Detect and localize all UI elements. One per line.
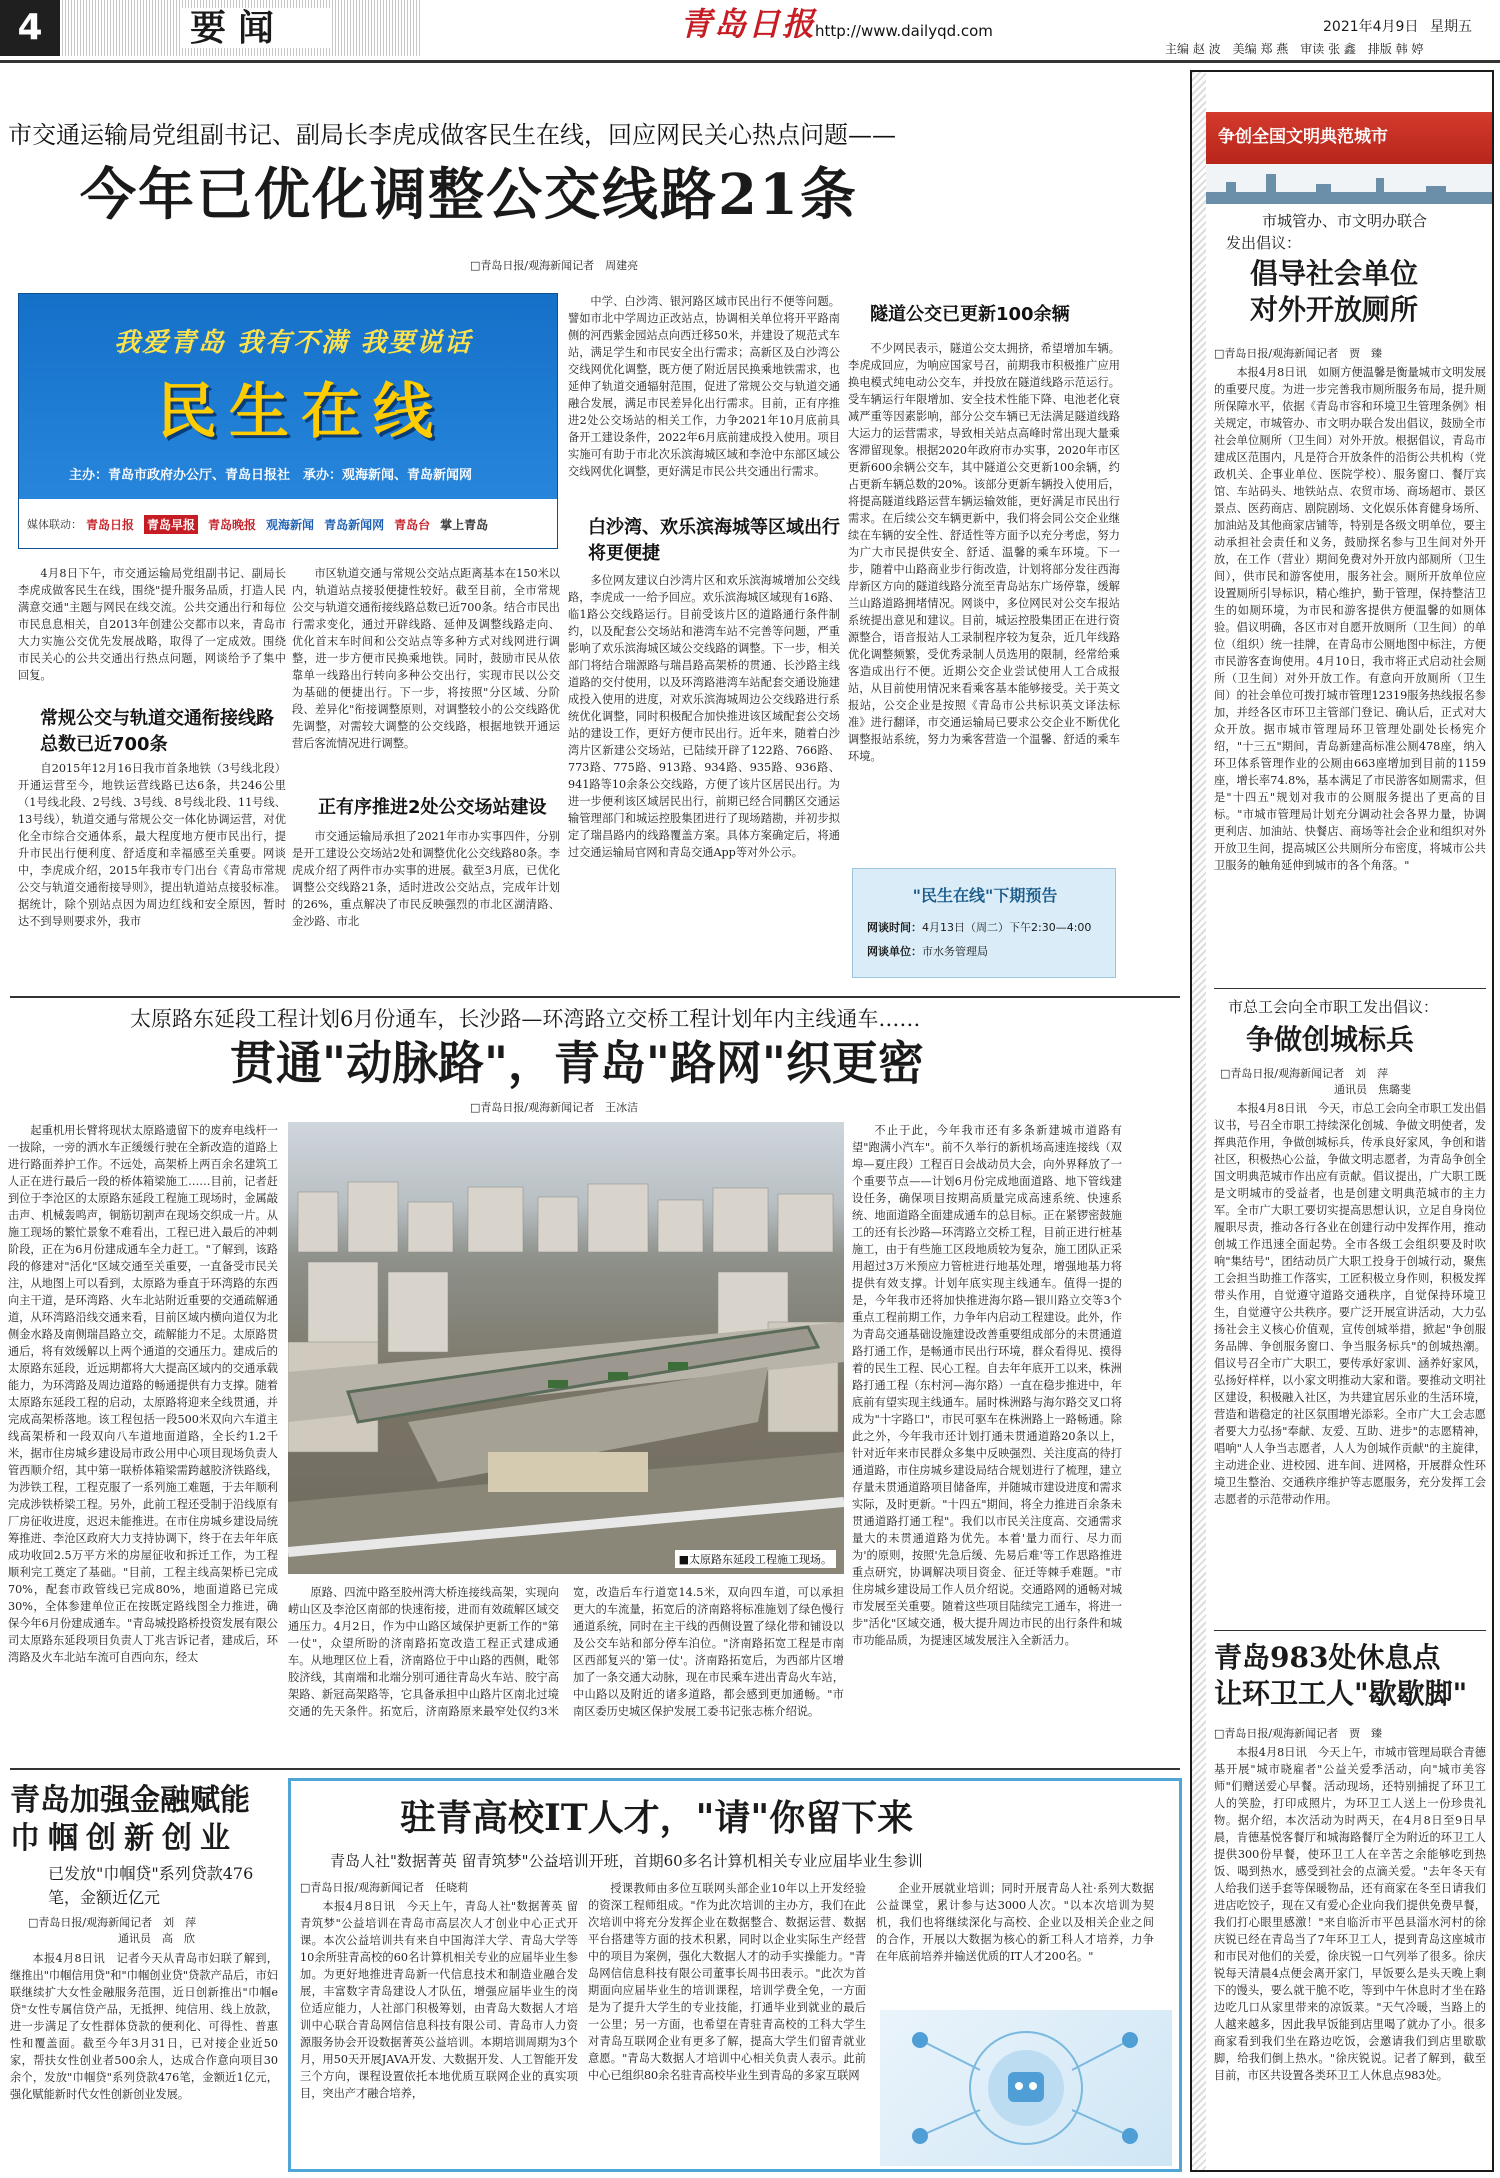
preview-time-value: 4月13日（周二）下午2:30—4:00	[922, 921, 1092, 934]
article1-col3: 中学、白沙湾、银河路区域市民出行不便等问题。譬如市北中学周边正改站点，协调相关单位将开平路南侧的河西紫金园站点向西迁移50米，并建设了规范式车站，满足学生和市民安全出行需求；高新区及白沙湾公交线网优化调整，既方便了附近居民换乘地铁需求，也延伸了轨道交通辐射范围，促进了常规公交与轨道交通融合发展，满足市民差异化出行需求。目前，正有序推进2处公交场站的相关工作，力争2021年10月底前具备开工建设条件，2022年6月底前建成投入使用。项目实施可有助于市北次乐滨海城区域和李沧中东部区域公交线网优化调整，更好满足市民公共交通出行需求。	[568, 295, 840, 478]
page-number: 4	[0, 0, 60, 56]
s2-byline2: 通讯员 焦璐斐	[1334, 1083, 1411, 1096]
article4-byline: □青岛日报/观海新闻记者 任晓莉	[300, 1881, 469, 1894]
s1-org-l1: 市城管办、市文明办联合	[1262, 212, 1428, 230]
article3-headline-l2: 巾帼创新创业	[10, 1821, 238, 1856]
s3-title-l2: 让环卫工人"歇歇脚"	[1214, 1677, 1468, 1710]
article1-sub3: 白沙湾、欢乐滨海城等区域出行将更便捷	[588, 517, 840, 564]
s1-byline: □青岛日报/观海新闻记者 贾 臻	[1214, 347, 1383, 360]
s2-title: 争做创城标兵	[1246, 1023, 1415, 1056]
article1-col2-a: 市区轨道交通与常规公交站点距离基本在150米以内，轨道站点接驳便捷性较好。截至目前，全市常规公交与轨道交通衔接线路总数已近700条。结合市民出行需求变化，通过开辟线路、延伸及调整线路走向、优化首末车时间和公交站点等多种方式对线网进行调整，进一步方便市民换乘地铁。同时，鼓励市民从依靠单一线路出行转向多种公交出行，实现市民以公交为基础的便捷出行。下一步，将按照"分区域、分阶段、差异化"衔接调整原则，对调整较小的公交线路优先调整，对需较大调整的公交线路，根据地铁开通运营后客流情况进行调整。	[292, 567, 560, 750]
preview-unit-value: 市水务管理局	[922, 945, 988, 958]
media-logo: 青岛晚报	[208, 517, 257, 532]
sidebar-divider	[1214, 1630, 1486, 1631]
s2-byline1: □青岛日报/观海新闻记者 刘 萍	[1220, 1067, 1389, 1080]
masthead-rule	[0, 60, 1500, 63]
sidebar-divider	[1214, 988, 1486, 989]
article2-col-right: 不止于此，今年我市还有多条新建城市道路有望"跑满小汽车"。前不久举行的新机场高速连接线（双埠—夏庄段）工程百日会战动员大会，向外界释放了一个重要节点——计划6月份完成地面道路、地下管线建设任务，确保项目按期高质量完成高速系统、快速系统、地面道路全面建成通车的总目标。正在紧锣密鼓施工的还有长沙路—环湾路立交桥工程，目前正进行桩基施工，由于有些施工区段地质较为复杂，施工团队正采用超过3万米预应力管桩进行地基处理，增强地基力将提供有效支撑。计划年底实现主线通车。值得一提的是，今年我市还将加快推进海尔路—银川路立交等3个重点工程前期工作，力争年内启动工程建设。此外，作为青岛交通基础设施建设改善重要组成部分的未贯通道路打通工作，是畅通市民出行环境，群众看得见、摸得着的民生工程、民心工程。自去年年底开工以来，株洲路打通工程（东村河—海尔路）一直在稳步推进中，年底前有望实现主线通车。届时株洲路与海尔路交叉口将成为"十字路口"，市民可驱车在株洲路上一路畅通。除此之外，今年我市还计划打通未贯通道路20条以上，针对近年来市民群众多集中反映强烈、关注度高的待打通道路，市住房城乡建设局结合规划进行了梳理，建立存量未贯通道路项目储备库，并随城市建设进度和需求实际，及时更新。"十四五"期间，将全力推进百余条未贯通道路打通工程"。我们以市民关注度高、交通需求量大的未贯通道路为优先。本着'量力而行、尽力而为'的原则，按照'先急后缓、先易后难'等工作思路推进重点研究，协调解决项目资金、征迁等棘手难题。"市住房城乡建设局工作人员介绍说。交通路网的通畅对城市发展至关重要。随着这些项目陆续完工通车，将进一步"活化"区域交通，极大提升周边市民的出行条件和城市功能品质，为提速区域发展注入全新活力。	[852, 1124, 1122, 1647]
s3-byline: □青岛日报/观海新闻记者 贾 臻	[1214, 1727, 1383, 1740]
media-logo: 青岛台	[394, 517, 431, 532]
article3-byline2: 通讯员 高 欣	[118, 1932, 195, 1945]
article1-byline: □青岛日报/观海新闻记者 周建亮	[470, 259, 639, 272]
preview-time	[867, 919, 1091, 935]
photo-caption: ■太原路东延段工程施工现场。	[675, 1550, 836, 1568]
divider	[10, 996, 1180, 998]
preview-unit	[867, 943, 988, 959]
s1-body: 本报4月8日讯 如厕方便温馨是衡量城市文明发展的重要尺度。为进一步完善我市厕所服务布局，提升厕所保障水平，依据《青岛市容和环境卫生管理条例》相关规定，市城管办、市文明办联合发出倡议，鼓励全市社会单位厕所（卫生间）对外开放。根据倡议，青岛市建成区范围内，凡是符合开放条件的沿街公共机构（党政机关、企事业单位、医院学校）、服务窗口、餐厅宾馆、车站码头、地铁站点、农贸市场、商场超市、景区景点、医药商店、剧院剧场、文化娱乐体育健身场所、加油站及其他商家店铺等，特别是各级文明单位，要主动承担社会责任和义务，鼓励探名参与卫生间对外开放，在工作（营业）期间免费对外开放内部厕所（卫生间），供市民和游客使用，服务社会。厕所开放单位应设置厕所引导标识，精心维护，勤于管理，保持整洁卫生的如厕环境，为市民和游客提供方便温馨的如厕体验。倡议明确，各区市对自愿开放厕所（卫生间）的单位（组织）统一挂牌，在青岛市公厕地图中标注，方便市民游客查询使用。4月10日，我市将正式启动社会厕所（卫生间）对外开放工作。有意向开放厕所（卫生间）的社会单位可拨打城市管理12319服务热线报名参加，并经各区市环卫主管部门登记、确认后，正式对大众开放。据市城市管理局环卫管理处副处长杨宪介绍，"十三五"期间，青岛新建高标准公厕478座，纳入环卫体系管理作业的公厕由663座增加到目前的1159座，增长率74.8%，基本满足了市民游客如厕需求，但是"十四五"规划对我市的公厕服务提出了更高的目标。"市城市管理局计划充分调动社会各界力量，协调更利店、加油站、快餐店、商场等社会企业和组织对外开放卫生间，提高城区公共厕所分布密度，将城市公共卫服务的触角延伸到城市的各个角落。"	[1214, 366, 1486, 872]
s1-title-l2: 对外开放厕所	[1250, 293, 1419, 326]
divider	[10, 1768, 1180, 1770]
s3-body: 本报4月8日讯 今天上午，市城市管理局联合青德基开展"城市晓雇者"公益关爱季活动，向"城市美容师"们赠送爱心早餐。活动现场，还特别捕捉了环卫工人的笑脸，打印成照片，为环卫工人送上一份珍贵礼物。据介绍，本次活动为时两天，在4月8日至9日早晨，肯德基悦客餐厅和城海路餐厅全为附近的环卫工人提供300份早餐，使环卫工人在辛苦之余能够吃到热饭、喝到热水，感受到社会的点滴关爱。"去年冬天有人给我们送手套等保暖物品，还有商家在冬至日请我们进店吃饺子，现在又有爱心企业向我们提供免费早餐，我们打心眼里感激！"来自临沂市平邑县淄水河村的徐庆锐已经在青岛当了7年环卫工人，提到青岛这座城市和市民对他们的关爱，徐庆锐一口气列举了很多。徐庆锐每天清晨4点便会离开家门，早饭要么是头天晚上剩下的馒头，要么就干脆不吃，等到中午休息时才坐在路边吃几口从家里带来的凉饭菜。"天气冷暖，当路上的人越来越多，因此我早饭能到店里喝了就办了小。很多商家看到我们坐在路边吃饭，会邀请我们到店里歇歇脚，给我们倒上热水。"徐庆锐说。记者了解到，截至目前，市区共设置各类环卫工人休息点983处。	[1214, 1746, 1486, 2082]
media-logo: 掌上青岛	[440, 517, 489, 532]
s2-body: 本报4月8日讯 今天，市总工会向全市职工发出倡议书，号召全市职工持续深化创城、争做文明使者，发挥典范作用，争做创城标兵，传承良好家风，争创和谐社区，积极热心公益，争做文明志愿者，为青岛争创全国文明典范城市作出应有贡献。倡议提出，广大职工既是文明城市的受益者，也是创建文明典范城市的主力军。全市广大职工要切实提高思想认识，立足自身岗位履职尽责，推动各行各业在创建行动中发挥作用，推动创城工作迅速全面起势。全市各级工会组织要及时吹响"集结号"，团结动员广大职工投身于创城行动，聚焦工会担当助推工作落实，工匠积极立身作则，积极发挥带头作用，自觉遵守道路交通秩序，自觉保持环境卫生，自觉遵守公共秩序。要广泛开展宣讲活动，大力弘扬社会主义核心价值观，宣传创城举措，掀起"争创服务品牌、争创服务窗口、争当服务标兵"的创城热潮。倡议号召全市广大职工，要传承好家训、涵养好家风，弘扬好样样，以小家文明推动大家和谐。要推动文明社区建设，积极融入社区，为共建宜居乐业的生活环境，营造和谐稳定的社区氛围增光添彩。全市广大工会志愿者要大力弘扬"奉献、友爱、互助、进步"的志愿精神，唱响"人人争当志愿者，人人为创城作贡献"的主旋律，主动进企业、进校园、进车间、进网格，开展群众性环境卫生整治、交通秩序维护等志愿服务，充分发挥工会志愿者的示范带动作用。	[1214, 1102, 1486, 1506]
preview-unit-label: 网谈单位：	[867, 945, 922, 958]
construction-photo-art	[288, 1122, 844, 1574]
issue-weekday: 星期五	[1430, 19, 1472, 35]
article1-col3-b: 多位网友建议白沙湾片区和欢乐滨海城增加公交线路，李虎成一一给予回应。欢乐滨海城区域现有16路、临1路公交线路运行。目前受该片区的道路通行条件制约，以及配套公交场站和港湾车站不完善等问题，严重影响了欢乐滨海城区域公交线路的调整。下一步，相关部门将结合瑞源路与瑞昌路高架桥的贯通、长沙路主线道路的交付使用，以及环湾路港湾车站配套交通设施建成投入使用的进度，对欢乐滨海城周边公交线路进行系统优化调整，同时积极配合加快推进该区域配套公交场站的建设工作，更好方便市民出行。近年来，随着白沙湾片区新建公交场站，已陆续开辟了122路、766路、773路、775路、913路、934路、935路、936路、941路等10余条公交线路，方便了该片区居民出行。为进一步便利该区域居民出行，前期已经合同鹏区交通运输管理部门和城运控股集团进行了现场踏勘，并初步拟定了瑞昌路内的线路覆盖方案。具体方案确定后，将通过交通运输局官网和青岛交通App等对外公示。	[568, 574, 840, 859]
article4-headline: 驻青高校IT人才，"请"你留下来	[400, 1797, 914, 1839]
article1-col4: 不少网民表示，隧道公交太拥挤，希望增加车辆。李虎成回应，为响应国家号召，前期我市积极推广应用换电模式纯电动公交车，并投放在隧道线路示范运行。受车辆运行年限增加、安全技术性能下降、电池老化衰减严重等因素影响，部分公交车辆已无法满足隧道线路大运力的运营需求，导致相关站点高峰时常出现大量乘客滞留现象。根据2020年政府市办实事，2020年市区更新600余辆公交车，其中隧道公交更新100余辆，约占更新车辆总数的20%。该部分更新车辆投入使用后，将提高隧道线路运营车辆运输效能，更好满足市民出行需求。在后续公交车辆更新中，我们将会同公交企业继续在车辆的安全性、舒适性等方面予以充分考虑，努力为广大市民提供安全、舒适、温馨的乘车环境。下一步，随着中山路商业步行街改造，计划将部分发往西海岸新区方向的隧道线路分流至青岛站东广场停靠，缓解兰山路道路拥堵情况。网谈中，多位网民对公交车报站系统提出意见和建议。目前，城运控股集团正在进行资源整合，语音报站人工录制程序较为复杂，近几年线路优化调整频繁，受优秀录制人员选用的限制，经常给乘客造成出行不便。近期公交企业尝试使用人工合成报站，从目前使用情况来看乘客基本能够接受。关于英文报站，公交企业是按照《青岛市公共标识英文译法标准》进行翻译，市交通运输局已要求公交企业不断优化调整报站系统，努力为乘客营造一个温馨、舒适的乘车环境。	[848, 342, 1120, 763]
robot-icon	[880, 2010, 1172, 2166]
construction-photo	[288, 1122, 844, 1574]
banner-media-label: 媒体联动：	[27, 518, 82, 531]
preview-title: "民生在线"下期预告	[912, 886, 1058, 905]
s1-title-l1: 倡导社会单位	[1250, 257, 1419, 290]
article1-kicker: 市交通运输局党组副书记、副局长李虎成做客民生在线，回应网民关心热点问题——	[8, 121, 896, 149]
s1-org-l2: 发出倡议：	[1226, 234, 1302, 252]
article3-byline1: □青岛日报/观海新闻记者 刘 萍	[28, 1916, 197, 1929]
article2-col1: 起重机用长臂将现状太原路遗留下的废弃电线杆一一拔除，一旁的洒水车正缓缓行驶在全新改造的道路上进行路面养护工作。不远处，高架桥上两百余名建筑工人正在进行最后一段的桥体箱梁施工……目前，记者赶到位于李沧区的太原路东延段工程施工现场时，金属敲击声、机械轰鸣声，铜筋切割声在现场交织成一片。从施工现场的繁忙景象不难看出，工程已进入最后的冲刺阶段，正在为6月份建成通车全力赶工。"了解到，该路段的修建对"活化"区域交通至关重要，一直备受市民关注，从地图上可以看到，太原路为垂直于环湾路的东西向主干道，是环湾路、火车北站附近重要的交通疏解通道，从环湾路沿线交通来看，目前区域内横向道仅为北侧金水路及南侧瑞昌路立交，疏解能力不足。太原路贯通后，将有效缓解以上两个通道的交通压力。建成后的太原路东延段，近远期都将大大提高区域内的交通承载能力，为环湾路及周边道路的畅通提供有力支撑。随着太原路东延段工程的启动，太原路将迎来全线贯通，并完成高架桥落地。该工程包括一段500米双向六车道主线高架桥和一段双向八车道地面道路，全长约1.2千米，据市住房城乡建设局市政公用中心项目现场负责人管西顺介绍，其中第一联桥体箱梁需跨越胶济铁路线，为涉铁工程，工程克服了一系列施工难题，于去年顺利完成涉铁桥梁工程。另外，此前工程还受制于沿线原有厂房征收进度，迟迟未能推进。在市住房城乡建设局统筹推进、李沧区政府大力支持协调下，终于在去年年底成功收回2.5万平方米的房屋征收和拆迁工作，为工程顺利完工奠定了基础。"目前，工程主线高架桥已完成70%，配套市政管线已完成80%，地面道路已完成30%，全体参建单位正在按既定路线图全力推进，确保今年6月份建成通车。"青岛城投路桥投资发展有限公司太原路东延段项目负责人丁兆吉诉记者，建成后，环湾路及火车北站车流可自西向东，经太	[8, 1124, 278, 1664]
article4-deck: 青岛人社"数据菁英 留青筑梦"公益培训开班，首期60多名计算机相关专业应届毕业生参训	[330, 1852, 923, 1870]
section-bar	[60, 0, 420, 56]
section-title: 要闻	[190, 7, 287, 49]
article1-sub1: 常规公交与轨道交通衔接线路总数已近700条	[40, 708, 274, 755]
article3-headline-l1: 青岛加强金融赋能	[10, 1783, 250, 1818]
sidebar-banner-title: 争创全国文明典范城市	[1218, 127, 1388, 147]
banner-media-strip	[19, 499, 558, 549]
article2-headline: 贯通"动脉路"，青岛"路网"织更密	[230, 1036, 924, 1090]
media-logo: 观海新闻	[266, 517, 315, 532]
media-logo: 青岛日报	[86, 517, 135, 532]
minsheng-banner	[18, 293, 558, 549]
sidebar-hatch	[1192, 72, 1206, 2170]
preview-time-label: 网谈时间：	[867, 921, 922, 934]
article2-under-photo: 原路、四流中路至胶州湾大桥连接线高架，实现向崂山区及李沧区南部的快速衔接，进而有效疏解区域交通压力。4月2日，作为中山路区域保护更新工作的"第一仗"，众望所盼的济南路拓宽改造工程正式建成通车。从地理区位上看，济南路位于中山路的西侧，毗邻胶济线，其南端和北端分别可通往青岛火车站、胶宁高架路、新冠高架路等，它具备承担中山路片区南北过境交通的先天条件。拓宽后，济南路原来最窄处仅约3米宽，改造后车行道宽14.5米，双向四车道，可以承担更大的车流量，拓宽后的济南路将标准施划了绿色慢行通道系统，同时在主干线的西侧设置了绿化带和铺设以及公交车站和部分停车泊位。"济南路拓宽工程是市南区西部复兴的'第一仗'。济南路拓宽后，为西部片区增加了一条交通大动脉，现在市民乘车进出青岛火车站，中山路以及附近的诸多道路，都会感到更加通畅。"市南区委历史城区保护发展工委书记张志栋介绍说。	[288, 1586, 844, 1718]
article2-kicker: 太原路东延段工程计划6月份通车，长沙路—环湾路立交桥工程计划年内主线通车……	[130, 1007, 921, 1031]
site-url: http://www.dailyqd.com	[815, 22, 993, 40]
ai-data-illustration	[880, 2010, 1172, 2166]
article4-col2: 授课教师由多位互联网头部企业10年以上开发经验的资深工程师组成。"作为此次培训的主办方，我们在此次培训中将充分发挥企业在数据整合、数据运营、数据平台搭建等方面的技术积累，同时以企业实际生产经营中的项目为案例，强化大数据人才的动手实操能力。"青岛网信信息科技有限公司董事长周书田表示。"此次为首期面向应届毕业生的培训课程，培训学费全免，一方面是为了提升大学生的专业技能，打通毕业到就业的最后一公里；另一方面，也希望在青驻青高校的工科大学生对青岛互联网企业有更多了解，提高大学生们留青就业意愿。"青岛大数据人才培训中心相关负责人表示。此前中心已组织80余名驻青高校毕业生到青岛的多家互联网	[588, 1882, 866, 2082]
skyline-icon	[1206, 164, 1492, 204]
article1-intro: 4月8日下午，市交通运输局党组副书记、副局长李虎成做客民生在线，围绕"提升服务品质，打造人民满意交通"主题与网民在线交流。公共交通出行和每位市民息息相关，自2013年创建公交都市以来，青岛市大力实施公交优先发展战略，取得了一定成效。围绕市民关心的公共交通出行热点问题，网谈给予了集中回复。	[18, 567, 286, 682]
article1-headline: 今年已优化调整公交线路21条	[80, 162, 858, 228]
media-logo: 青岛早报	[144, 515, 198, 534]
article2-byline: □青岛日报/观海新闻记者 王冰洁	[470, 1101, 639, 1114]
sidebar-skyline	[1206, 164, 1492, 204]
logo: 青岛日报	[680, 5, 817, 43]
preview-box	[852, 868, 1116, 978]
article4-col1: 本报4月8日讯 今天上午，青岛人社"数据菁英 留青筑梦"公益培训在青岛市高层次人才创业中心正式开课。本次公益培训共有来自中国海洋大学、青岛大学等10余所驻青高校的60名计算机相关专业的应届毕业生参加。为更好地推进青岛新一代信息技术和制造业融合发展，丰富数字青岛建设人才队伍，增强应届毕业生的岗位适应能力，人社部门积极筹划，由青岛大数据人才培训中心联合青岛网信信息科技有限公司、青岛市人力资源服务协会开设数据菁英公益培训。本期培训周期为3个月，用50天开展JAVA开发、大数据开发、人工智能开发三个方向，课程设置依托本地优质互联网企业的真实项目，突出产才融合培养，	[300, 1900, 578, 2100]
s3-title-l1: 青岛983处休息点	[1214, 1641, 1441, 1674]
article1-col2-b: 市交通运输局承担了2021年市办实事四件，分别是开工建设公交场站2处和调整优化公交线路80条。李虎成介绍了两件市办实事的进展。截至3月底，已优化调整公交线路21条，适时进改公交站点，完成年计划的26%，重点解决了市民反映强烈的市北区湖清路、金沙路、市北	[292, 830, 560, 928]
banner-slogan: 我爱青岛 我有不满 我要说话	[114, 328, 473, 358]
article3-deck: 已发放"巾帼贷"系列贷款476笔，金额近亿元	[48, 1864, 254, 1907]
banner-host: 主办：青岛市政府办公厅、青岛日报社 承办：观海新闻、青岛新闻网	[69, 468, 473, 483]
sidebar-banner	[1206, 112, 1492, 164]
media-logo: 青岛新闻网	[324, 517, 385, 532]
article3-body: 本报4月8日讯 记者今天从青岛市妇联了解到，继推出"巾帼信用贷"和"巾帼创业贷"贷款产品后，市妇联继续扩大女性金融服务范围，近日创新推出"巾帼e贷"女性专属信贷产品，无抵押、纯信用、线上放款，进一步满足了女性群体贷款的便利化、可得性、普惠性和覆盖面。截至今年3月31日，已对接企业近50家，帮扶女性创业者500余人，达成合作意向项目30余个，发放"巾帼贷"系列贷款476笔，金额近1亿元，强化赋能新时代女性创新创业发展。	[10, 1952, 278, 2101]
article4-col3: 企业开展就业培训；同时开展青岛人社·系列大数据公益课堂，累计参与达3000人次。"以本次培训为契机，我们也将继续深化与高校、企业以及相关企业之间的合作，开展以大数据为核心的新工科人才培养，力争在年底前培养并输送优质的IT人才200名。"	[876, 1882, 1154, 1963]
banner-title: 民生在线	[157, 377, 445, 447]
issue-date: 2021年4月9日	[1323, 19, 1419, 35]
editor-credits: 主编 赵 波 美编 郑 燕 审读 张 鑫 排版 韩 婷	[1165, 42, 1424, 56]
article1-sub4: 隧道公交已更新100余辆	[870, 304, 1070, 325]
masthead	[0, 0, 1500, 56]
article1-sub2: 正有序推进2处公交场站建设	[318, 797, 547, 818]
s2-org: 市总工会向全市职工发出倡议：	[1228, 998, 1439, 1016]
article1-col1-body: 自2015年12月16日我市首条地铁（3号线北段）开通运营至今，地铁运营线路已达6条，共246公里（1号线北段、2号线、3号线、8号线北段、11号线、13号线），轨道交通与常规公交一体化协调运营，对优化全市综合交通体系，最大程度地方便市民出行，提升市民出行便利度、舒适度和幸福感至关重要。网谈中，李虎成介绍，2015年我市专门出台《青岛市常规公交与轨道交通衔接导则》，提出轨道站点接驳标准。据统计，除个别站点因为周边红线和安全原因，暂时达不到导则要求外，我市	[18, 762, 286, 928]
